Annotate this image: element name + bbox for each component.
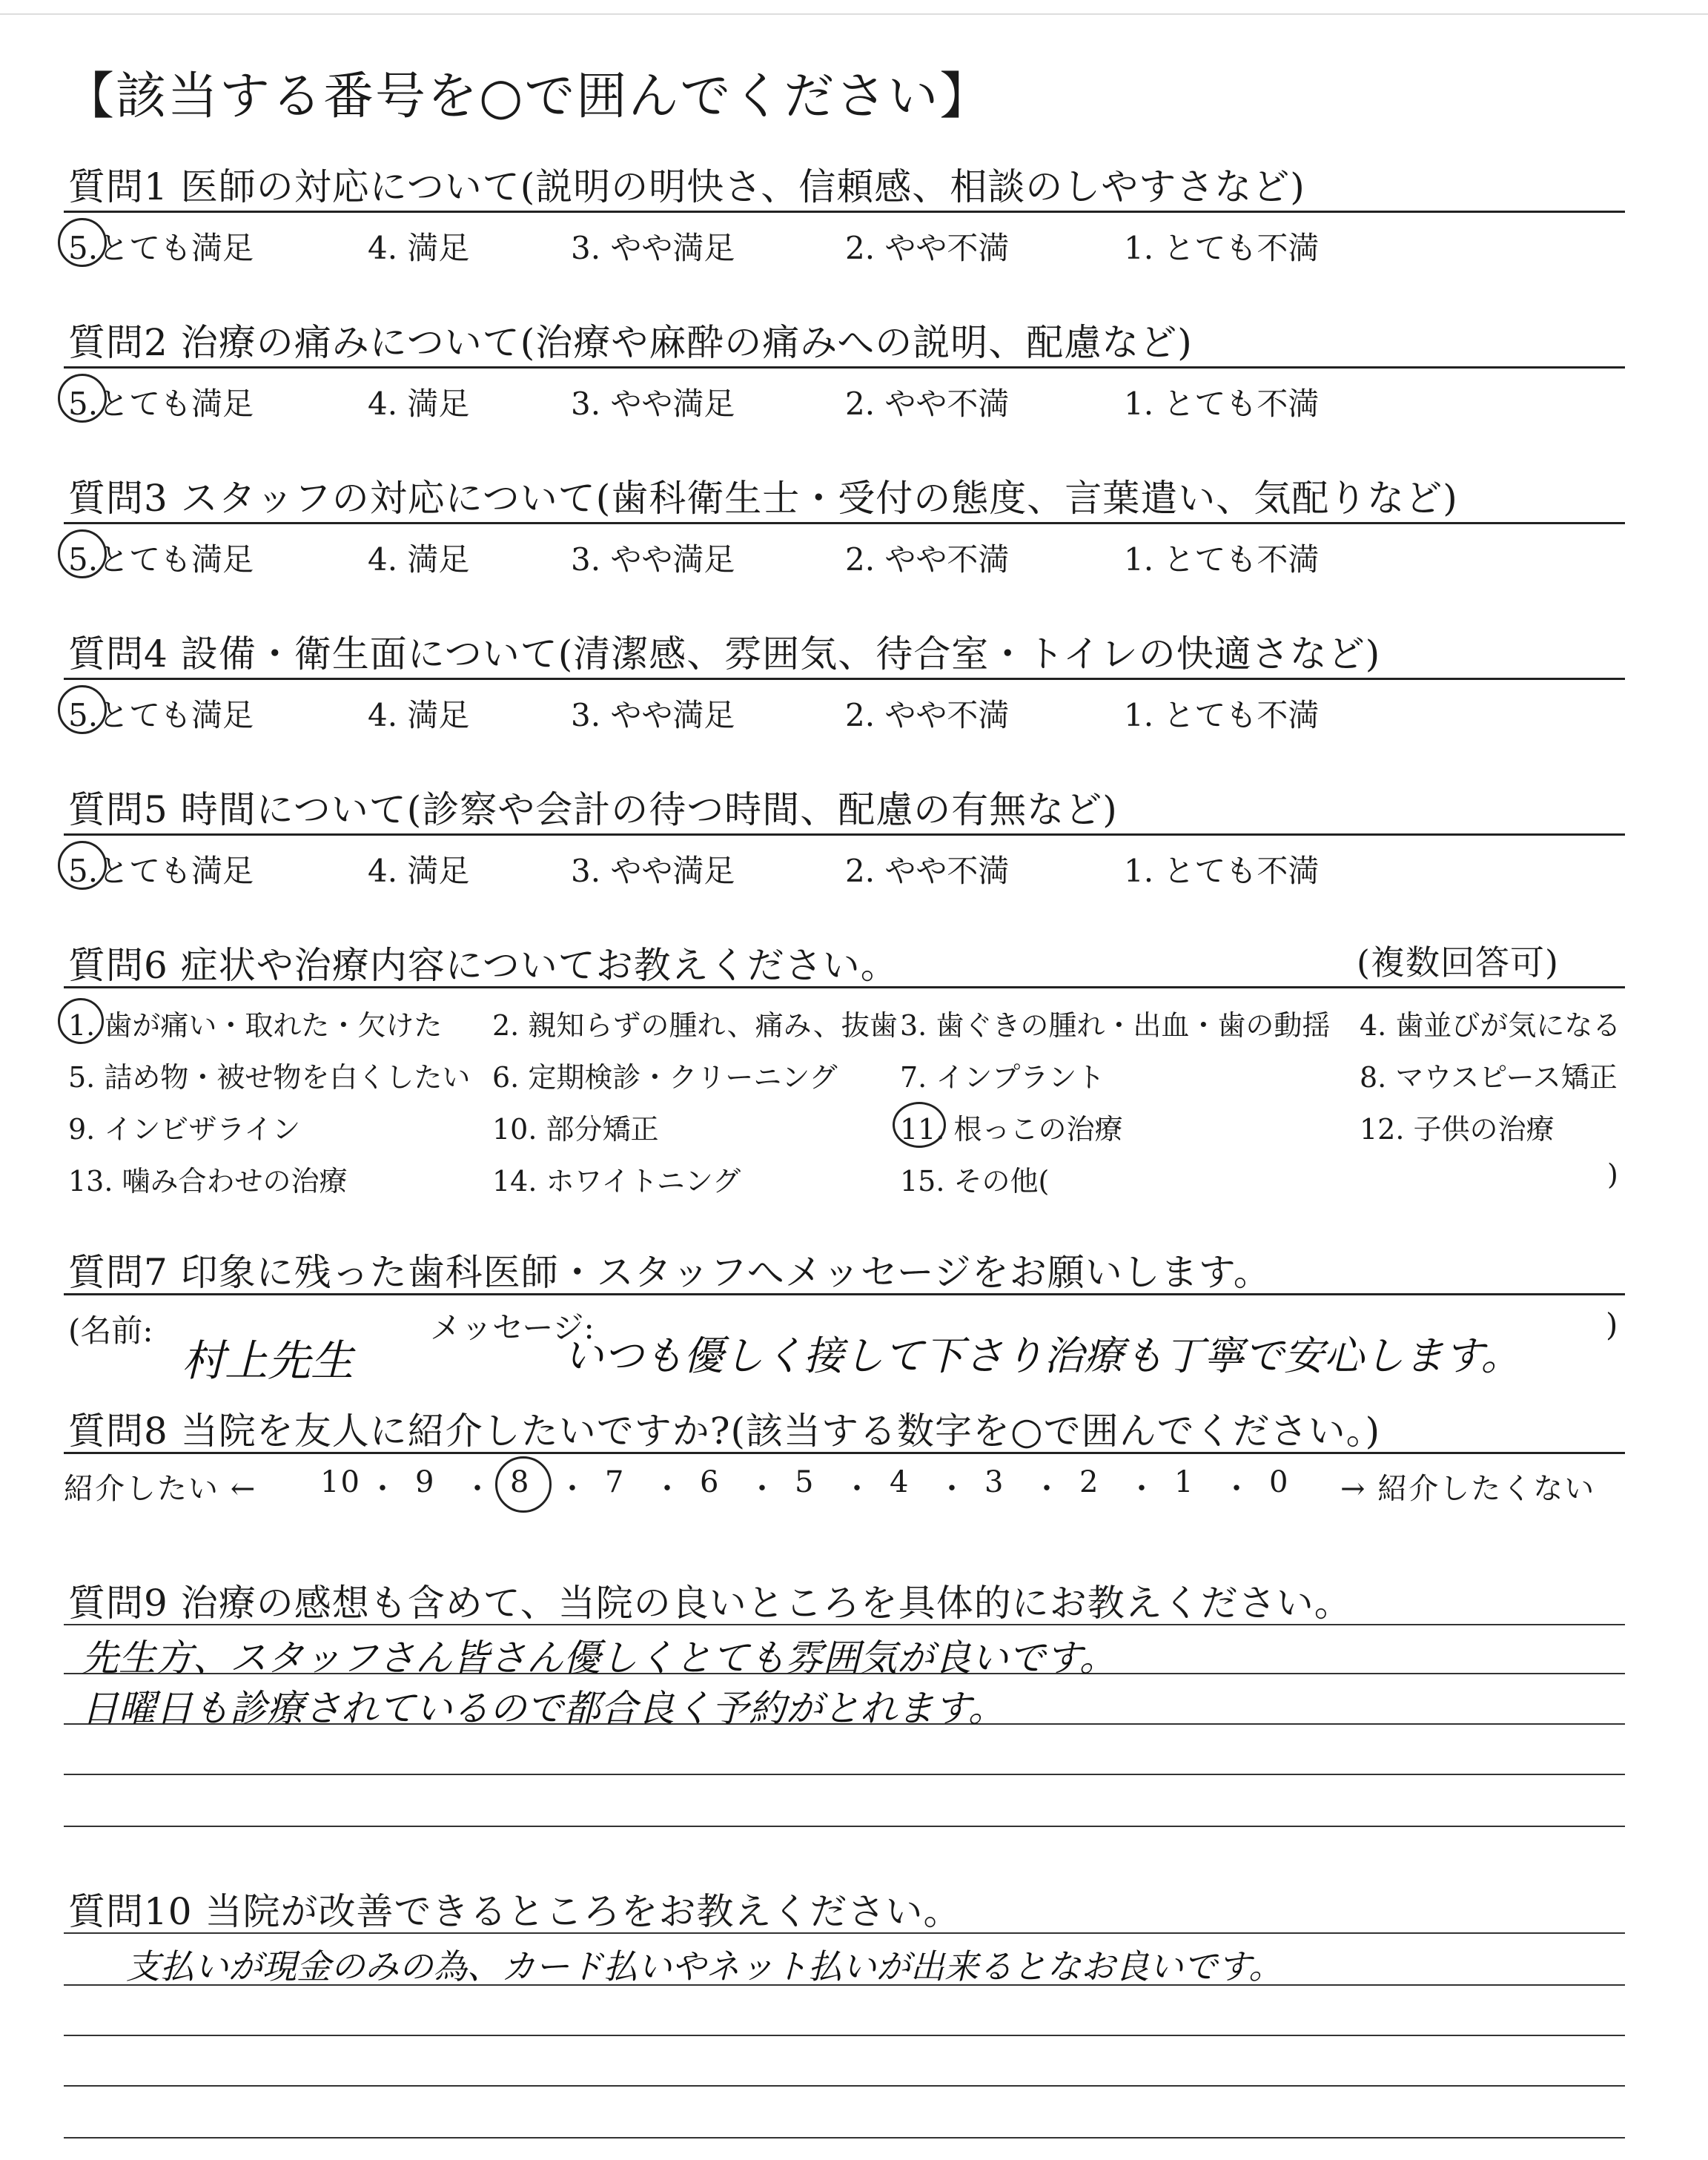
q3-option-5[interactable]: 5.とても満足 xyxy=(68,541,254,578)
q2-rule xyxy=(64,366,1625,369)
q6-rule xyxy=(64,986,1625,988)
q8-scale-dot: ・ xyxy=(842,1472,873,1506)
q8-scale-7[interactable]: 7 xyxy=(605,1465,626,1499)
q6-option-14[interactable]: 14. ホワイトニング xyxy=(492,1165,741,1198)
q9-rule-1 xyxy=(64,1624,1625,1625)
q6-option-1[interactable]: 1. 歯が痛い・取れた・欠けた xyxy=(68,1009,443,1042)
q1-option-3[interactable]: 3. やや満足 xyxy=(571,230,735,266)
q10-rule-5 xyxy=(64,2137,1625,2138)
q6-option-8[interactable]: 8. マウスピース矯正 xyxy=(1360,1061,1618,1094)
q10-answer-line-1: 支払いが現金のみの為、カード払いやネット払いが出来るとなお良いです。 xyxy=(126,1946,1283,1986)
q7-message-label: メッセージ: xyxy=(430,1309,595,1346)
q2-option-4[interactable]: 4. 満足 xyxy=(368,386,470,422)
q4-option-2[interactable]: 2. やや不満 xyxy=(845,697,1010,733)
q8-scale-4[interactable]: 4 xyxy=(890,1465,910,1499)
q5-option-2[interactable]: 2. やや不満 xyxy=(845,853,1010,889)
q6-option-3[interactable]: 3. 歯ぐきの腫れ・出血・歯の動揺 xyxy=(900,1009,1331,1042)
q7-message-value: いつも優しく接して下さり治療も丁寧で安心します。 xyxy=(563,1332,1521,1379)
q1-rule xyxy=(64,211,1625,213)
q3-label: 質問3 スタッフの対応について(歯科衛生士・受付の態度、言葉遣い、気配りなど) xyxy=(68,477,1458,520)
q4-option-3[interactable]: 3. やや満足 xyxy=(571,697,735,733)
q5-option-5[interactable]: 5.とても満足 xyxy=(68,853,254,889)
q8-scale-1[interactable]: 1 xyxy=(1174,1465,1195,1499)
q8-scale-dot: ・ xyxy=(1127,1472,1158,1506)
q10-label: 質問10 当院が改善できるところをお教えください。 xyxy=(68,1890,961,1933)
q6-option-7[interactable]: 7. インプラント xyxy=(900,1061,1105,1094)
q2-selected-circle xyxy=(58,374,107,423)
q2-option-3[interactable]: 3. やや満足 xyxy=(571,386,735,422)
q9-answer-line-1: 先生方、スタッフさん皆さん優しくとても雰囲気が良いです。 xyxy=(82,1636,1116,1680)
q7-name-value: 村上先生 xyxy=(182,1335,354,1386)
q8-right-label: → 紹介したくない xyxy=(1340,1472,1596,1506)
q3-selected-circle xyxy=(58,529,107,578)
q1-option-1[interactable]: 1. とても不満 xyxy=(1124,230,1320,266)
q1-option-2[interactable]: 2. やや不満 xyxy=(845,230,1010,266)
q8-scale-dot: ・ xyxy=(1032,1472,1063,1506)
q8-scale-2[interactable]: 2 xyxy=(1079,1465,1100,1499)
q8-scale-dot: ・ xyxy=(557,1472,589,1506)
q6-selected-circle-1 xyxy=(58,998,104,1044)
top-edge-line xyxy=(0,13,1708,15)
q7-close: ) xyxy=(1606,1307,1618,1343)
q6-option-15[interactable]: 15. その他( xyxy=(900,1165,1050,1198)
q10-rule-1 xyxy=(64,1932,1625,1934)
q5-option-3[interactable]: 3. やや満足 xyxy=(571,853,735,889)
q8-scale-dot: ・ xyxy=(747,1472,778,1506)
q9-answer-line-2: 日曜日も診療されているので都合良く予約がとれます。 xyxy=(82,1687,1005,1730)
q8-label: 質問8 当院を友人に紹介したいですか?(該当する数字を○で囲んでください。) xyxy=(68,1410,1381,1453)
q2-option-2[interactable]: 2. やや不満 xyxy=(845,386,1010,422)
q7-label: 質問7 印象に残った歯科医師・スタッフへメッセージをお願いします。 xyxy=(68,1251,1271,1294)
q5-option-4[interactable]: 4. 満足 xyxy=(368,853,470,889)
q9-label: 質問9 治療の感想も含めて、当院の良いところを具体的にお教えください。 xyxy=(68,1582,1352,1625)
page-title: 【該当する番号を○で囲んでください】 xyxy=(64,67,992,126)
q4-rule xyxy=(64,678,1625,680)
q6-option-12[interactable]: 12. 子供の治療 xyxy=(1360,1113,1555,1146)
q6-option-11[interactable]: 11. 根っこの治療 xyxy=(900,1113,1123,1146)
q1-label: 質問1 医師の対応について(説明の明快さ、信頼感、相談のしやすさなど) xyxy=(68,165,1305,208)
q3-option-1[interactable]: 1. とても不満 xyxy=(1124,541,1320,578)
q6-option-9[interactable]: 9. インビザライン xyxy=(68,1113,301,1146)
q8-rule xyxy=(64,1452,1625,1454)
q3-option-2[interactable]: 2. やや不満 xyxy=(845,541,1010,578)
q6-label: 質問6 症状や治療内容についてお教えください。 xyxy=(68,944,898,987)
q4-option-4[interactable]: 4. 満足 xyxy=(368,697,470,733)
q6-note: (複数回答可) xyxy=(1357,942,1559,982)
q1-option-4[interactable]: 4. 満足 xyxy=(368,230,470,266)
q8-scale-dot: ・ xyxy=(652,1472,683,1506)
q8-scale-dot: ・ xyxy=(368,1472,399,1506)
q4-option-5[interactable]: 5.とても満足 xyxy=(68,697,254,733)
q6-option-4[interactable]: 4. 歯並びが気になる xyxy=(1360,1009,1621,1042)
q4-label: 質問4 設備・衛生面について(清潔感、雰囲気、待合室・トイレの快適さなど) xyxy=(68,633,1381,676)
q6-option-other-close[interactable]: ) xyxy=(1607,1158,1618,1191)
q5-rule xyxy=(64,833,1625,836)
q1-selected-circle xyxy=(58,218,107,267)
q6-option-13[interactable]: 13. 噛み合わせの治療 xyxy=(68,1165,348,1198)
q8-scale-dot: ・ xyxy=(937,1472,968,1506)
q4-option-1[interactable]: 1. とても不満 xyxy=(1124,697,1320,733)
q8-left-label: 紹介したい ← xyxy=(64,1472,257,1506)
q6-option-10[interactable]: 10. 部分矯正 xyxy=(492,1113,659,1146)
q8-scale-0[interactable]: 0 xyxy=(1269,1465,1290,1499)
q7-rule xyxy=(64,1293,1625,1295)
q4-selected-circle xyxy=(58,685,107,734)
q8-scale-8[interactable]: 8 xyxy=(510,1465,531,1499)
q8-scale-dot: ・ xyxy=(1222,1472,1253,1506)
q2-label: 質問2 治療の痛みについて(治療や麻酔の痛みへの説明、配慮など) xyxy=(68,321,1193,364)
q2-option-1[interactable]: 1. とても不満 xyxy=(1124,386,1320,422)
q8-scale-3[interactable]: 3 xyxy=(984,1465,1005,1499)
q3-option-3[interactable]: 3. やや満足 xyxy=(571,541,735,578)
q8-scale-6[interactable]: 6 xyxy=(700,1465,721,1499)
q1-option-5[interactable]: 5.とても満足 xyxy=(68,230,254,266)
q6-option-5[interactable]: 5. 詰め物・被せ物を白くしたい xyxy=(68,1061,471,1094)
q10-rule-4 xyxy=(64,2085,1625,2087)
q3-rule xyxy=(64,522,1625,524)
q6-option-6[interactable]: 6. 定期検診・クリーニング xyxy=(492,1061,838,1094)
q8-scale-10[interactable]: 10 xyxy=(320,1465,361,1499)
q9-rule-5 xyxy=(64,1826,1625,1827)
q8-selected-circle xyxy=(495,1456,552,1513)
q8-scale-9[interactable]: 9 xyxy=(415,1465,436,1499)
q5-label: 質問5 時間について(診察や会計の待つ時間、配慮の有無など) xyxy=(68,788,1118,831)
q5-option-1[interactable]: 1. とても不満 xyxy=(1124,853,1320,889)
q9-rule-4 xyxy=(64,1774,1625,1775)
q7-name-label: (名前: xyxy=(68,1312,153,1349)
q3-option-4[interactable]: 4. 満足 xyxy=(368,541,470,578)
q8-scale-5[interactable]: 5 xyxy=(795,1465,815,1499)
q5-selected-circle xyxy=(58,841,107,890)
q6-option-2[interactable]: 2. 親知らずの腫れ、痛み、抜歯 xyxy=(492,1009,898,1042)
q2-option-5[interactable]: 5.とても満足 xyxy=(68,386,254,422)
q8-scale-dot: ・ xyxy=(463,1472,494,1506)
q10-rule-3 xyxy=(64,2035,1625,2036)
q6-selected-circle-11 xyxy=(893,1102,946,1148)
